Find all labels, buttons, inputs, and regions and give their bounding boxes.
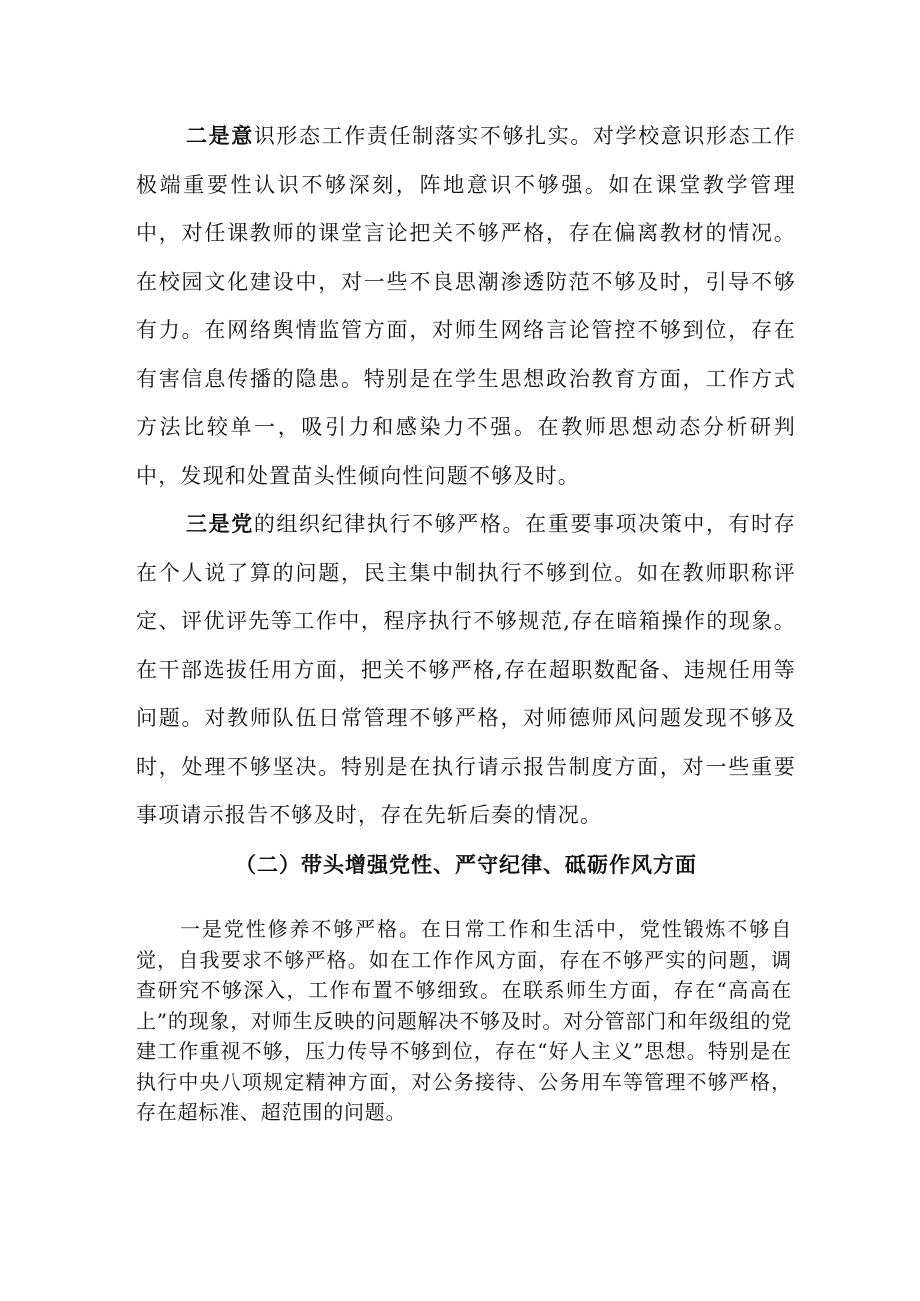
- paragraph-lead: 二是意: [186, 123, 254, 148]
- paragraph-ideology: [136, 112, 796, 500]
- paragraph-body: 识形态工作责任制落实不够扎实。对学校意识形态工作极端重要性认识不够深刻，阵地意识不够强。如在课堂教学管理中，对任课教师的课堂言论把关不够严格，存在偏离教材的情况。在校园文化建设中，对一些不良思潮渗透防范不够及时，引导不够有力。在网络舆情监管方面，对师生网络言论管控不够到位，存在有害信息传播的隐患。特别是在学生思想政治教育方面，工作方式方法比较单一，吸引力和感染力不强。在教师思想动态分析研判中，发现和处置苗头性倾向性问题不够及时。: [136, 124, 796, 488]
- paragraph-party-spirit: 一是党性修养不够严格。在日常工作和生活中，党性锻炼不够自觉，自我要求不够严格。如在工作作风方面，存在不够严实的问题，调查研究不够深入，工作布置不够细致。在联系师生方面，存在“高高在上”的现象，对师生反映的问题解决不够及时。对分管部门和年级组的党建工作重视不够，压力传导不够到位，存在“好人主义”思想。特别是在执行中央八项规定精神方面，对公务接待、公务用车等管理不够严格，存在超标准、超范围的问题。: [136, 917, 792, 1124]
- paragraph-lead: 三是党: [186, 511, 254, 536]
- section-heading: （二）带头增强党性、严守纪律、砥砺作风方面: [235, 852, 697, 877]
- paragraph-discipline: [136, 500, 796, 840]
- paragraph-body: 的组织纪律执行不够严格。在重要事项决策中，有时存在个人说了算的问题，民主集中制执行不够到位。如在教师职称评定、评优评先等工作中，程序执行不够规范,存在暗箱操作的现象。在干部选拔任用方面，把关不够严格,存在超职数配备、违规任用等问题。对教师队伍日常管理不够严格，对师德师风问题发现不够及时，处理不够坚决。特别是在执行请示报告制度方面，对一些重要事项请示报告不够及时，存在先斩后奏的情况。: [136, 512, 796, 827]
